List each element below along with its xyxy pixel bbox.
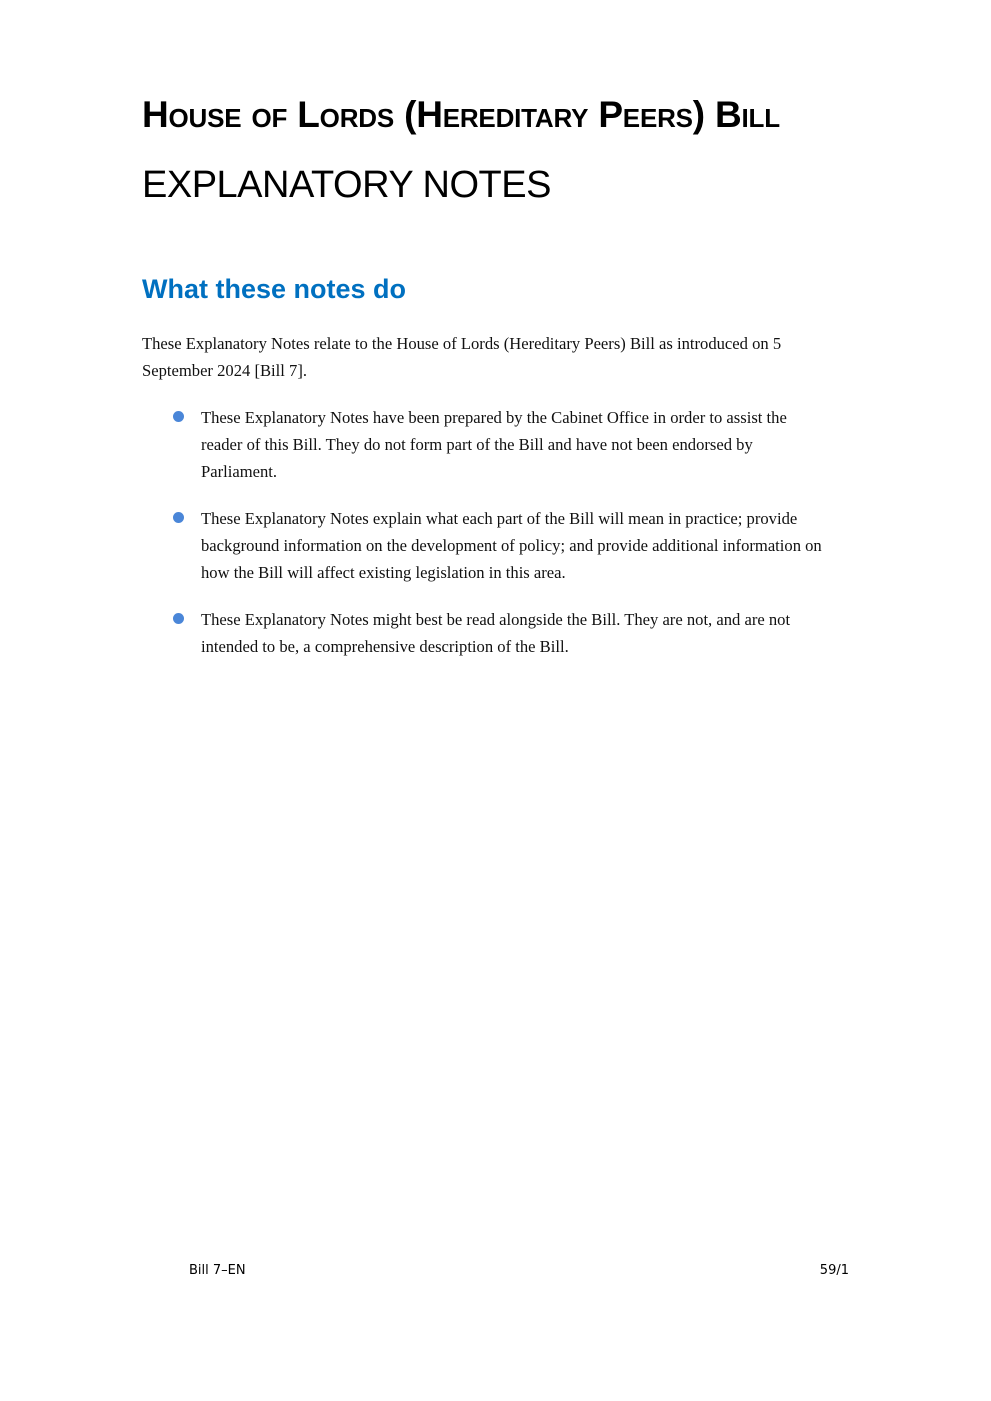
document-subtitle: EXPLANATORY NOTES: [142, 164, 551, 206]
bullet-icon: [173, 512, 184, 523]
section-heading: What these notes do: [142, 274, 407, 304]
footer-page-number: 59/1: [819, 1263, 849, 1278]
text-line: These Explanatory Notes might best be read alongside the Bill. They are not, and are not: [201, 610, 791, 629]
bullet-item: [201, 404, 787, 485]
text-line: These Explanatory Notes explain what each part of the Bill will mean in practice; provide: [201, 509, 798, 528]
text-line: September 2024 [Bill 7].: [142, 361, 307, 380]
bullet-icon: [173, 411, 184, 422]
text-line: how the Bill will affect existing legislation in this area.: [201, 563, 566, 582]
text-line: reader of this Bill. They do not form part of the Bill and have not been endorsed by: [201, 435, 753, 454]
bullet-icon: [173, 613, 184, 624]
text-line: background information on the development of policy; and provide additional information on: [201, 536, 822, 555]
text-line: These Explanatory Notes relate to the House of Lords (Hereditary Peers) Bill as introduced on 5: [142, 334, 782, 353]
text-line: intended to be, a comprehensive description of the Bill.: [201, 637, 569, 656]
document-title: House of Lords (Hereditary Peers) Bill: [142, 94, 780, 135]
intro-paragraph: [142, 330, 781, 384]
text-line: Parliament.: [201, 462, 278, 481]
bullet-item: [201, 606, 790, 660]
bullet-item: [201, 505, 822, 586]
footer-bill-number: Bill 7–EN: [189, 1263, 246, 1278]
text-line: These Explanatory Notes have been prepared by the Cabinet Office in order to assist the: [201, 408, 787, 427]
